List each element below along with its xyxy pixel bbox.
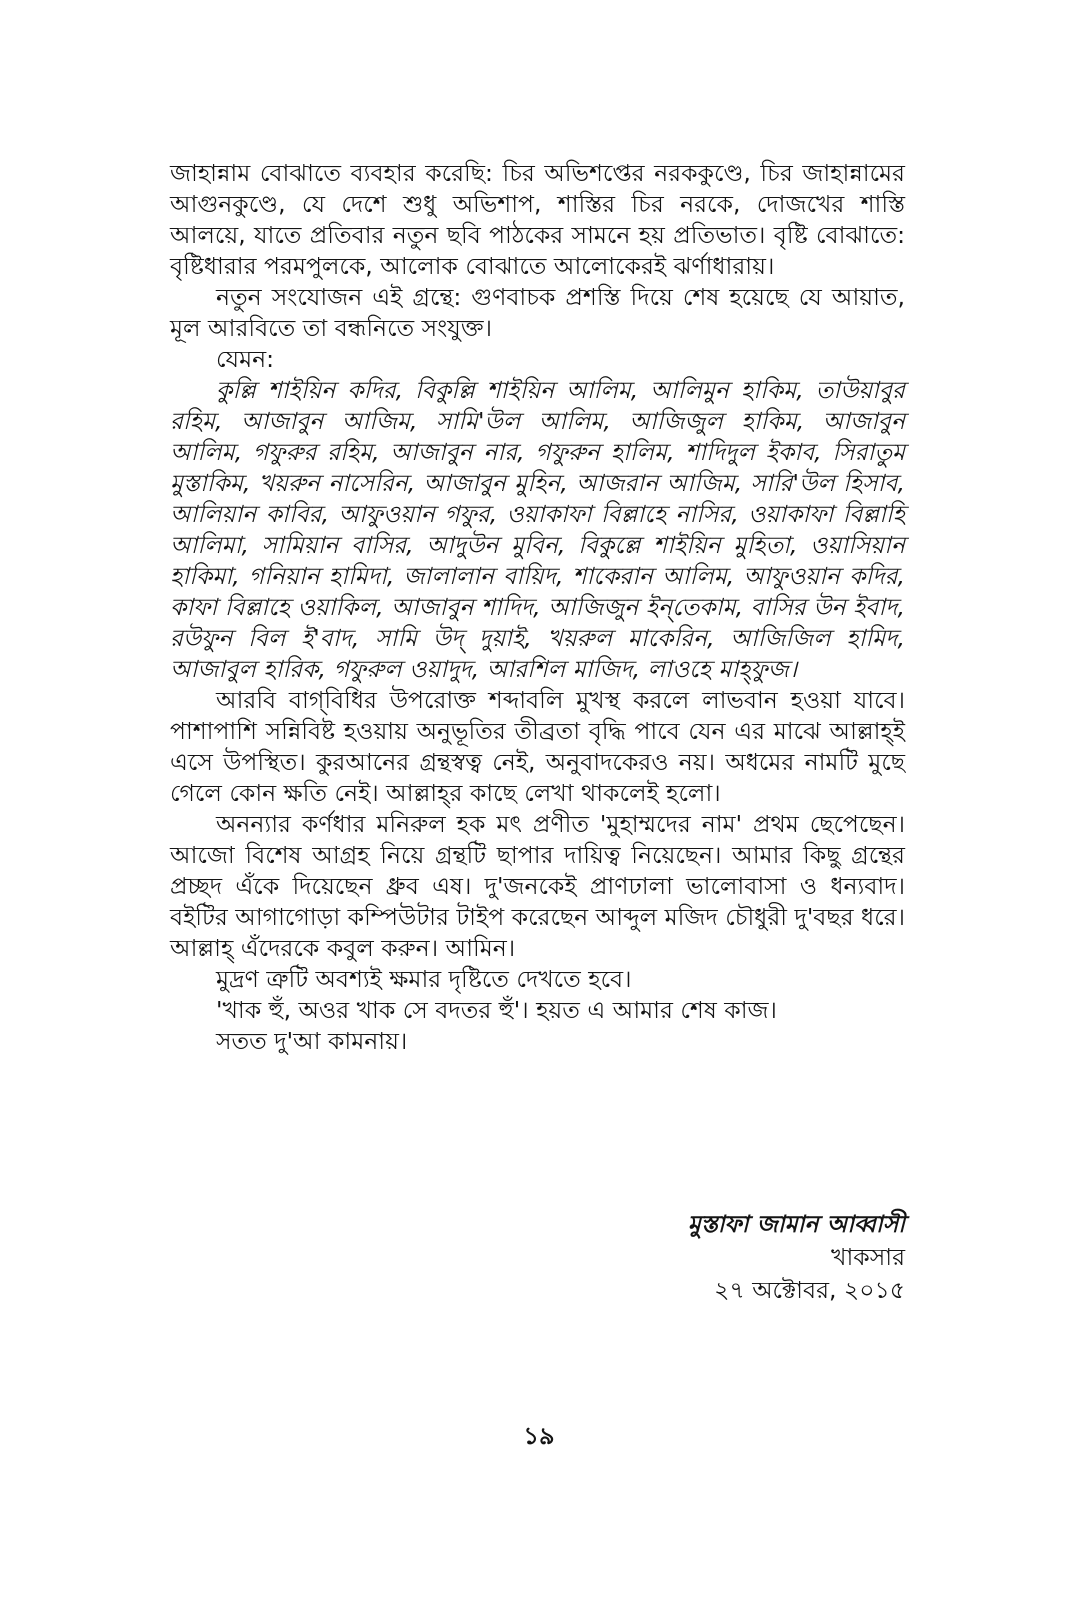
author-title: খাকসার (831, 1243, 905, 1271)
paragraph-5: আরবি বাগ্‌বিধির উপরোক্ত শব্দাবলি মুখস্থ করলে লাভবান হওয়া যাবে। পাশাপাশি সন্নিবিষ্ট হওয়ায় অনুভূতির তীব্রতা বৃদ্ধি পাবে যেন এর মাঝে আল্লাহ্ই এসে উপস্থিত। কুরআনের গ্রন্থস্বত্ব নেই, অনুবাদকেরও নয়। অধমের নামটি মুছে গেলে কোন ক্ষতি নেই। আল্লাহ্‌র কাছে লেখা থাকলেই হলো। (170, 686, 905, 807)
signature-block (688, 1208, 905, 1307)
paragraph-9: সতত দু'আ কামনায়। (216, 1027, 408, 1055)
paragraph-7: মুদ্রণ ত্রুটি অবশ্যই ক্ষমার দৃষ্টিতে দেখতে হবে। (216, 965, 632, 993)
paragraph-3: যেমন: (216, 345, 275, 373)
paragraph-1: জাহান্নাম বোঝাতে ব্যবহার করেছি: চির অভিশপ্তের নরককুণ্ডে, চির জাহান্নামের আগুনকুণ্ডে, যে দেশে শুধু অভিশাপ, শাস্তির চির নরকে, দোজখের শাস্তি আলয়ে, যাতে প্রতিবার নতুন ছবি পাঠকের সামনে হয় প্রতিভাত। বৃষ্টি বোঝাতে: বৃষ্টিধারার পরমপুলকে, আলোক বোঝাতে আলোকেরই ঝর্ণাধারায়। (170, 159, 905, 280)
page-number: ১৯ (523, 1422, 555, 1450)
paragraph-6: অনন্যার কর্ণধার মনিরুল হক মৎ প্রণীত 'মুহাম্মদের নাম' প্রথম ছেপেছেন। আজো বিশেষ আগ্রহ নিয়ে গ্রন্থটি ছাপার দায়িত্ব নিয়েছেন। আমার কিছু গ্রন্থের প্রচ্ছদ এঁকে দিয়েছেন ধ্রুব এষ। দু'জনকেই প্রাণঢালা ভালোবাসা ও ধন্যবাদ। বইটির আগাগোড়া কম্পিউটার টাইপ করেছেন আব্দুল মজিদ চৌধুরী দু'বছর ধরে। আল্লাহ্ এঁদেরকে কবুল করুন। আমিন। (170, 810, 905, 962)
author-name: মুস্তাফা জামান আব্বাসী (687, 1210, 905, 1238)
document-page (170, 158, 905, 1458)
paragraph-8: 'খাক হুঁ, অওর খাক সে বদতর হুঁ'। হয়ত এ আমার শেষ কাজ। (216, 996, 777, 1024)
signature-date: ২৭ অক্টোবর, ২০১৫ (714, 1276, 905, 1304)
arabic-phrases-list: কুল্লি শাইয়িন কদির, বিকুল্লি শাইয়িন আলিম, আলিমুন হাকিম, তাউয়াবুর রহিম, আজাবুন আজিম, সামি'উল আলিম, আজিজুল হাকিম, আজাবুন আলিম, গফুরুর রহিম, আজাবুন নার, গফুরুন হালিম, শাদিদুল ইকাব, সিরাতুম মুস্তাকিম, খয়রুন নাসেরিন, আজাবুন মুহিন, আজরান আজিম, সারি'উল হিসাব, আলিয়ান কাবির, আফুওয়ান গফুর, ওয়াকাফা বিল্লাহে নাসির, ওয়াকাফা বিল্লাহি আলিমা, সামিয়ান বাসির, আদুউন মুবিন, বিকুল্লে শাইয়িন মুহিতা, ওয়াসিয়ান হাকিমা, গনিয়ান হামিদা, জালালান বায়িদ, শাকেরান আলিম, আফুওয়ান কদির, কাফা বিল্লাহে ওয়াকিল, আজাবুন শাদিদ, আজিজুন ইন্‌তেকাম, বাসির উন ইবাদ, রউফুন বিল ই'বাদ, সামি উদ্ দুয়াই, খয়রুল মাকেরিন, আজিজিল হামিদ, আজাবুল হারিক, গফুরুল ওয়াদুদ, আরশিল মাজিদ, লাওহে মাহ্‌ফুজ। (170, 376, 905, 683)
paragraph-2: নতুন সংযোজন এই গ্রন্থে: গুণবাচক প্রশস্তি দিয়ে শেষ হয়েছে যে আয়াত, মূল আরবিতে তা বন্ধনিতে সংযুক্ত। (170, 283, 905, 342)
